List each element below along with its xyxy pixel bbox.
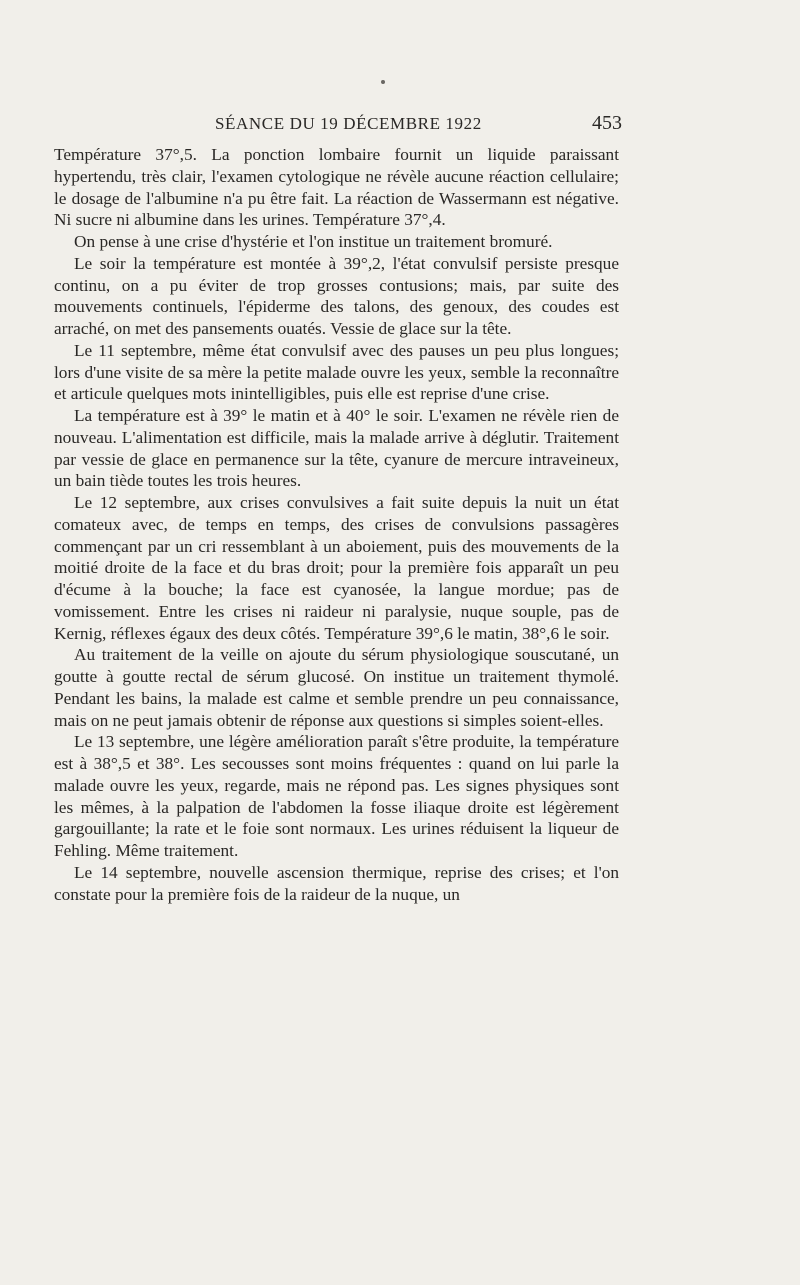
page-number: 453 xyxy=(592,112,622,134)
paragraph: Le 11 septembre, même état convulsif avec des pauses un peu plus longues; lors d'une visite de sa mère la petite malade ouvre les yeux, semble la reconnaître et articule quelques mots inintelligibles, puis elle est reprise d'une crise. xyxy=(54,340,619,404)
paragraph: Le 12 septembre, aux crises convulsives a fait suite depuis la nuit un état comateux avec, de temps en temps, des crises de convulsions passagères commençant par un cri ressemblant à un aboiement, puis des mouvements de la moitié droite de la face et du bras droit; pour la première fois apparaît un peu d'écume à la bouche; la face est cyanosée, la langue mordue; pas de vomissement. Entre les crises ni raideur ni paralysie, nuque souple, pas de Kernig, réflexes égaux des deux côtés. Température 39°,6 le matin, 38°,6 le soir. xyxy=(54,493,619,643)
body-text xyxy=(54,144,619,905)
paragraph: Le 14 septembre, nouvelle ascension thermique, reprise des crises; et l'on constate pour la première fois de la raideur de la nuque, un xyxy=(54,862,619,904)
running-head xyxy=(52,112,622,138)
paragraph: Au traitement de la veille on ajoute du sérum physiologique souscutané, un goutte à goutte rectal de sérum glucosé. On institue un traitement thymolé. Pendant les bains, la malade est calme et semble prendre un peu connaissance, mais on ne peut jamais obtenir de réponse aux questions si simples soient-elles. xyxy=(54,645,619,730)
ink-speck xyxy=(381,80,385,84)
paragraph: Le soir la température est montée à 39°,2, l'état convulsif persiste presque continu, on a pu éviter de trop grosses contusions; mais, par suite des mouvements continuels, l'épiderme des talons, des genoux, des coudes est arraché, on met des pansements ouatés. Vessie de glace sur la tête. xyxy=(54,253,619,338)
paragraph: On pense à une crise d'hystérie et l'on institue un traitement bromuré. xyxy=(74,232,553,251)
paragraph: La température est à 39° le matin et à 40° le soir. L'examen ne révèle rien de nouveau. L'alimentation est difficile, mais la malade arrive à déglutir. Traitement par vessie de glace en permanence sur la tête, cyanure de mercure intraveineux, un bain tiède toutes les trois heures. xyxy=(54,406,619,491)
paragraph: Le 13 septembre, une légère amélioration paraît s'être produite, la température est à 38°,5 et 38°. Les secousses sont moins fréquentes : quand on lui parle la malade ouvre les yeux, regarde, mais ne répond pas. Les signes physiques sont les mêmes, à la palpation de l'abdomen la fosse iliaque droite est légèrement gargouillante; la rate et le foie sont normaux. Les urines réduisent la liqueur de Fehling. Même traitement. xyxy=(54,732,619,860)
paragraph: Température 37°,5. La ponction lombaire fournit un liquide paraissant hypertendu, très clair, l'examen cytologique ne révèle aucune réaction cellulaire; le dosage de l'albumine n'a pu être fait. La réaction de Wassermann est négative. Ni sucre ni albumine dans les urines. Température 37°,4. xyxy=(54,145,619,230)
running-head-title: SÉANCE DU 19 DÉCEMBRE 1922 xyxy=(215,114,482,133)
